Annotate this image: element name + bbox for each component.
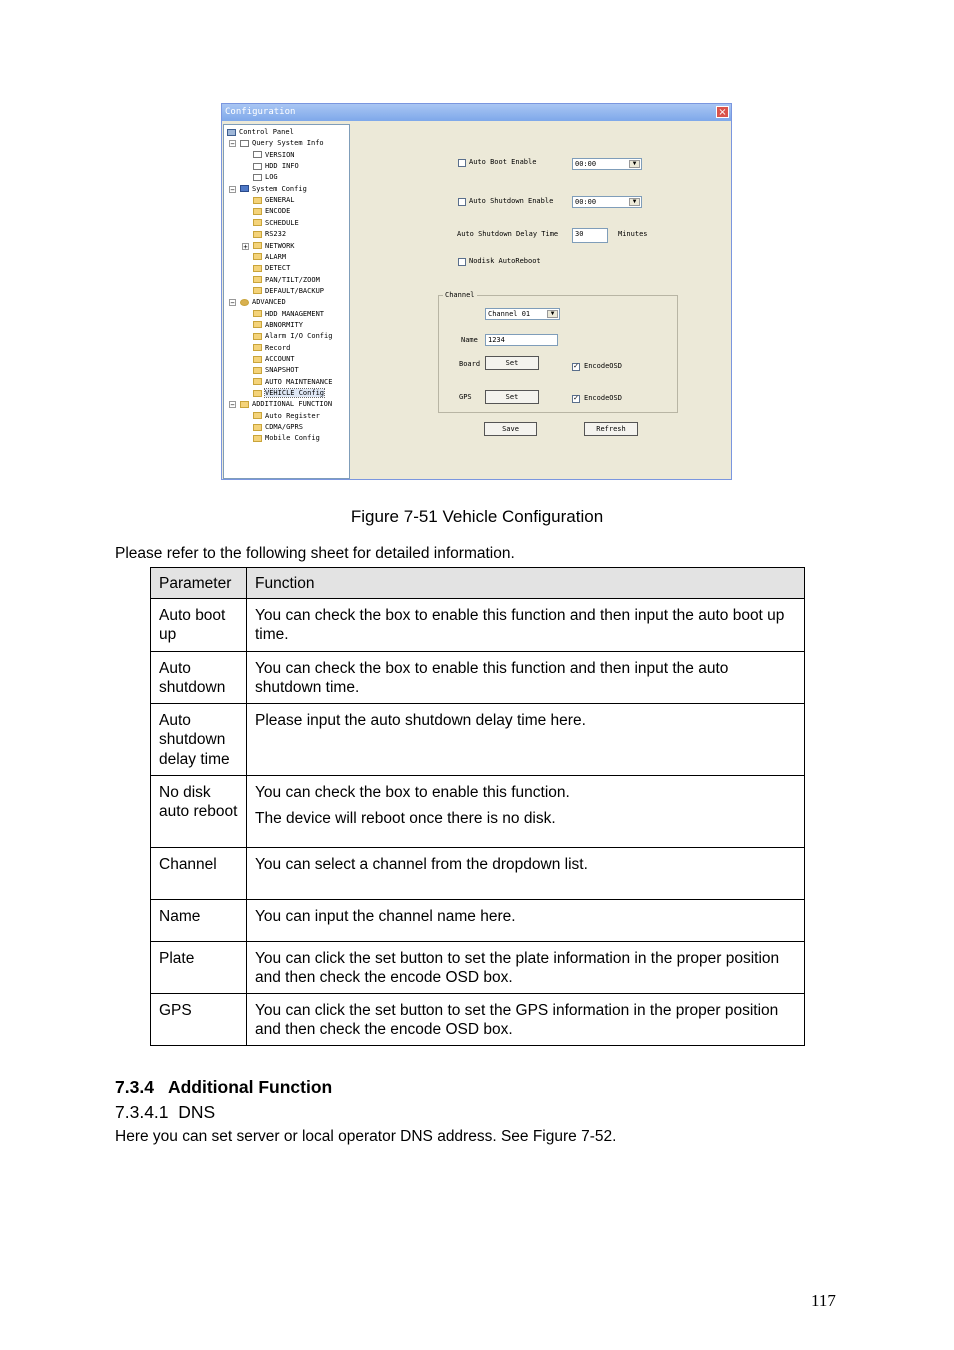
function-text: You can input the channel name here. [255,907,516,925]
function-text: You can click the set button to set the plate information in the proper position and then check the encode OSD box. [255,949,780,986]
gps-label: GPS [459,393,472,401]
function-cell [247,598,805,651]
computer-icon [227,129,236,136]
title-bar[interactable] [222,104,731,121]
parameter-cell: Auto shutdown [151,651,247,703]
page-number: 117 [811,1291,836,1310]
tree-item[interactable] [253,388,324,399]
folder-icon [253,265,262,272]
folder-icon [253,276,262,283]
tree-item[interactable] [253,172,278,183]
tree-item-label: Query System Info [252,139,324,148]
tree-item[interactable] [253,218,299,229]
function-cell [247,941,805,993]
parameter-cell: Plate [151,941,247,993]
delay-time-label: Auto Shutdown Delay Time [457,230,559,238]
config-icon [240,185,249,192]
name-label: Name [461,336,478,344]
tree-item-label: Record [265,343,291,352]
tree-item[interactable] [253,422,303,433]
parameter-cell: No disk auto reboot [151,775,247,847]
tree-item-label: GENERAL [265,196,295,205]
folder-icon [253,367,262,374]
refresh-button[interactable]: Refresh [584,422,638,436]
function-cell [247,651,805,703]
tree-item[interactable] [253,331,332,342]
intro-paragraph: Please refer to the following sheet for detailed information. [115,545,515,562]
folder-icon [253,356,262,363]
tree-item-label: RS232 [265,230,287,239]
tree-item[interactable] [253,263,290,274]
tree-item[interactable] [253,286,324,297]
tree-item-label: Mobile Config [265,434,320,443]
tree-item[interactable] [227,127,294,138]
gps-encodeosd-checkbox[interactable]: ✓ [573,395,579,402]
tree-item[interactable] [240,138,324,149]
function-text: You can check the box to enable this function and then input the auto boot up time. [255,606,785,643]
tree-item-label: VEHICLE Config [265,389,325,398]
doc-edit-icon [253,163,262,170]
function-text: Please input the auto shutdown delay time here. [255,711,586,729]
folder-icon [253,412,262,419]
folder-icon [253,310,262,317]
tree-item-label: AUTO MAINTENANCE [265,377,333,386]
tree-item[interactable] [253,365,299,376]
function-text: The device will reboot once there is no disk. [255,810,556,827]
parameter-cell: GPS [151,993,247,1045]
folder-icon [253,390,262,397]
folder-icon [253,242,262,249]
auto-shutdown-time-select[interactable] [572,196,642,208]
tree-item[interactable] [253,150,295,161]
table-row [151,899,805,941]
function-cell [247,775,805,847]
tree-item[interactable] [253,411,320,422]
tree-item-label: DETECT [265,264,291,273]
collapse-icon[interactable]: − [230,299,235,308]
config-tree[interactable] [223,124,350,479]
auto-boot-label: Auto Boot Enable [469,158,537,166]
collapse-icon[interactable]: − [230,185,235,194]
doc-edit-icon [253,174,262,181]
tree-item[interactable] [253,241,295,252]
tree-item-label: ACCOUNT [265,355,295,363]
delay-unit-label: Minutes [618,230,648,238]
tree-item-label: ALARM [265,252,287,261]
folder-icon [253,378,262,385]
function-text: You can click the set button to set the GPS information in the proper position and then check the encode OSD box. [255,1001,779,1038]
tree-item-label: HDD INFO [265,162,299,171]
parameter-cell: Auto shutdown delay time [151,703,247,775]
collapse-icon[interactable]: − [230,140,235,149]
tree-item-label: DEFAULT/BACKUP [265,286,325,295]
folder-icon [253,208,262,215]
function-cell [247,993,805,1045]
tree-item[interactable] [253,229,286,240]
expand-icon[interactable]: + [243,242,248,251]
tree-item[interactable] [253,320,303,331]
folder-icon [240,401,249,408]
tree-item-label: ABNORMITY [265,320,303,329]
auto-shutdown-label: Auto Shutdown Enable [469,197,554,205]
function-text: You can check the box to enable this function. [255,783,570,801]
parameter-cell: Name [151,899,247,941]
table-row [151,775,805,847]
folder-icon [253,253,262,260]
window-title: Configuration [225,107,296,117]
body-paragraph: Here you can set server or local operator DNS address. See Figure 7-52. [115,1128,617,1145]
channel-group-label: Channel [445,291,475,299]
channel-select[interactable] [485,308,560,320]
section-heading [115,1077,332,1098]
board-set-button[interactable]: Set [485,356,539,370]
tree-item[interactable] [253,433,320,444]
auto-shutdown-checkbox[interactable] [458,198,466,206]
function-text: You can select a channel from the dropdown list. [255,855,588,873]
section-number: 7.3.4 [115,1077,154,1097]
tree-item[interactable] [240,184,307,195]
folder-icon [253,333,262,340]
section-title: Additional Function [167,1077,333,1097]
auto-shutdown-time-value: 00:00 [575,198,597,206]
gps-set-button[interactable]: Set [485,390,539,404]
tree-item-label: System Config [252,184,307,193]
tree-item[interactable] [253,161,299,172]
function-cell [247,703,805,775]
tree-item[interactable] [240,399,332,410]
auto-boot-time-select[interactable] [572,158,642,170]
function-cell [247,899,805,941]
tree-item[interactable] [253,252,286,263]
table-header-row [151,568,805,599]
tree-item-label: Auto Register [265,411,320,420]
tree-item-label: LOG [265,173,278,182]
tree-item[interactable] [240,297,286,308]
table-row [151,703,805,775]
tree-item-label: Alarm I/O Config [265,332,333,341]
board-encodeosd-label: EncodeOSD [584,362,622,370]
chevron-down-icon[interactable]: ▼ [629,198,640,206]
save-button[interactable]: Save [484,422,537,436]
parameter-cell: Channel [151,847,247,899]
tree-item-label: VERSION [265,150,295,159]
tree-item[interactable] [253,275,320,286]
configuration-window [221,103,732,480]
tree-item[interactable] [253,343,290,354]
delay-time-input[interactable]: 30 [572,228,608,243]
folder-icon [253,231,262,238]
gps-encodeosd-label: EncodeOSD [584,394,622,402]
folder-icon [253,344,262,351]
collapse-icon[interactable]: − [230,401,235,410]
table-row [151,993,805,1045]
auto-boot-checkbox[interactable] [458,159,466,167]
header-function: Function [247,568,805,599]
auto-boot-time-value: 00:00 [575,160,597,168]
chevron-down-icon[interactable]: ▼ [629,160,640,168]
tree-item-label: ENCODE [265,207,291,216]
table-row [151,651,805,703]
parameter-cell: Auto boot up [151,598,247,651]
tree-item-label: NETWORK [265,241,295,250]
doc-edit-icon [253,151,262,158]
function-text: You can check the box to enable this function and then input the auto shutdown time. [255,659,729,696]
channel-value: Channel 01 [488,310,531,318]
folder-icon [253,435,262,442]
table-row [151,598,805,651]
function-cell [247,847,805,899]
doc-edit-icon [240,140,249,147]
board-encodeosd-checkbox[interactable]: ✓ [573,363,579,370]
tree-item-label: SCHEDULE [265,218,299,227]
board-label: Board [459,360,481,368]
nodisk-reboot-checkbox[interactable] [458,258,466,266]
tree-item-label: ADDITIONAL FUNCTION [252,400,333,409]
tree-item-label: PAN/TILT/ZOOM [265,275,320,284]
nodisk-reboot-label: Nodisk AutoReboot [469,257,541,265]
tree-item[interactable] [253,309,324,320]
tree-item-label: SNAPSHOT [265,366,299,375]
figure-caption: Figure 7-51 Vehicle Configuration [350,507,604,526]
tree-item-label: ADVANCED [252,298,286,307]
tree-item-label: CDMA/GPRS [265,423,303,432]
tree-item-label: HDD MANAGEMENT [265,309,325,318]
name-input[interactable]: 1234 [485,334,558,346]
table-row [151,847,805,899]
advanced-icon [240,299,249,306]
folder-icon [253,287,262,294]
close-icon[interactable]: × [716,106,729,118]
table-row [151,941,805,993]
tree-item[interactable] [253,377,332,388]
chevron-down-icon[interactable]: ▼ [547,310,558,318]
parameter-table [150,567,805,1046]
tree-item[interactable] [253,354,295,365]
header-parameter: Parameter [151,568,247,599]
tree-item[interactable] [253,195,295,206]
folder-icon [253,321,262,328]
folder-icon [253,424,262,431]
folder-icon [253,197,262,204]
tree-item-label: Control Panel [239,128,294,136]
tree-item[interactable] [253,206,290,217]
folder-icon [253,219,262,226]
subsection-heading: 7.3.4.1 DNS [115,1102,216,1122]
